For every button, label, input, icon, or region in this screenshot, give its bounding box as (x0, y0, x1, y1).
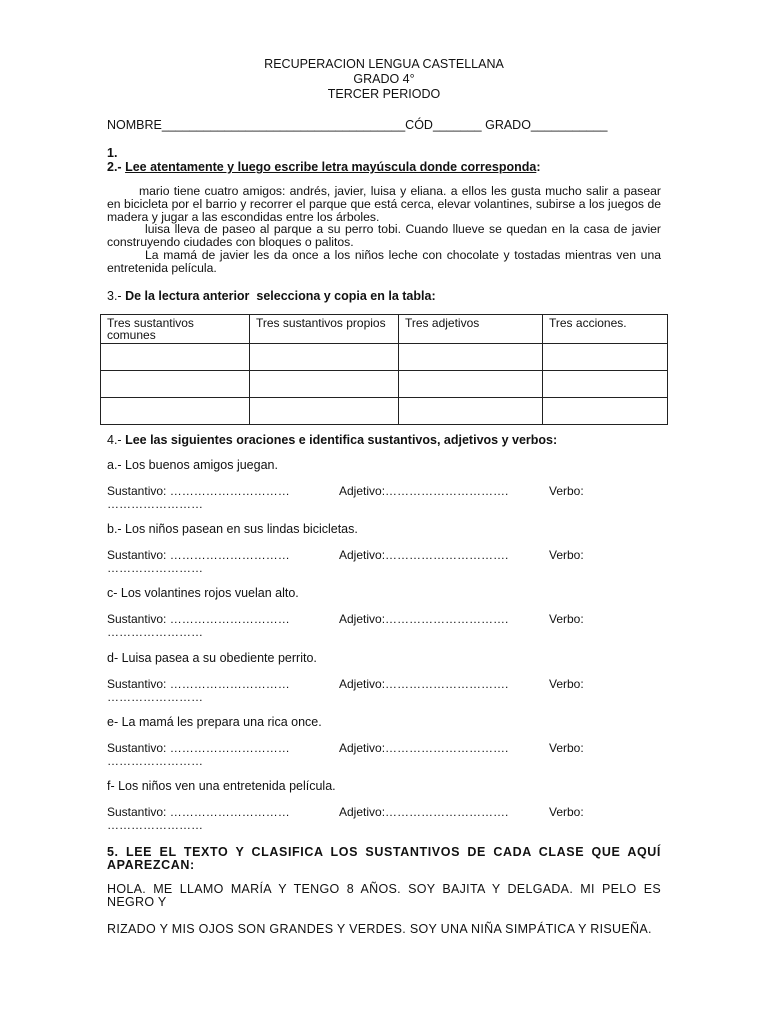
title-line-2: GRADO 4° (353, 72, 415, 86)
reading-text-1: mario tiene cuatro amigos: andrés, javier, luisa y eliana. a ellos les gusta mucho salir a pasear en bicicleta por el barrio y recorrer el parque que está cerca, elevar volantines, subirse a los juegos de madera y jugar a las escondidas entre los árboles. (107, 184, 661, 224)
sentence-e: e- La mamá les prepara una rica once. (107, 715, 322, 729)
sustantivo-field[interactable]: Sustantivo: ………………………… (107, 484, 290, 498)
adjetivo-field[interactable]: Adjetivo:…………………………. (339, 741, 509, 755)
verbo-field[interactable]: …………………… (107, 625, 203, 639)
sentence-f: f- Los niños ven una entretenida película. (107, 779, 336, 793)
student-info-line: NOMBRE___________________________________CÓD_______ GRADO___________ (107, 118, 608, 132)
item-2-number: 2.- (107, 160, 126, 174)
table-cell[interactable] (101, 398, 250, 425)
item-3-text: De la lectura anterior selecciona y copia en la tabla: (125, 289, 436, 303)
table-cell[interactable] (399, 344, 543, 371)
sentence-c: c- Los volantines rojos vuelan alto. (107, 586, 299, 600)
table-cell[interactable] (250, 344, 399, 371)
table-row (101, 371, 668, 398)
sentence-b: b.- Los niños pasean en sus lindas bicicletas. (107, 522, 358, 536)
table-header-cell: Tres sustantivos propios (250, 315, 399, 344)
adjetivo-field[interactable]: Adjetivo:…………………………. (339, 805, 509, 819)
verbo-label: Verbo: (549, 484, 584, 498)
answer-table (100, 314, 668, 425)
table-cell[interactable] (543, 398, 668, 425)
verbo-field[interactable]: …………………… (107, 818, 203, 832)
verbo-field[interactable]: …………………… (107, 561, 203, 575)
item-2-instruction (107, 160, 540, 174)
sentence-a: a.- Los buenos amigos juegan. (107, 458, 278, 472)
adjetivo-field[interactable]: Adjetivo:…………………………. (339, 484, 509, 498)
table-row (101, 344, 668, 371)
title-line-3: TERCER PERIODO (327, 87, 441, 101)
table-cell[interactable] (101, 344, 250, 371)
table-cell[interactable] (543, 371, 668, 398)
verbo-field[interactable]: …………………… (107, 497, 203, 511)
adjetivo-field[interactable]: Adjetivo:…………………………. (339, 548, 509, 562)
table-cell[interactable] (101, 371, 250, 398)
verbo-field[interactable]: …………………… (107, 690, 203, 704)
reading-text-2: luisa lleva de paseo al parque a su perro tobi. Cuando llueve se quedan en la casa de javier construyendo ciudades con bloques o palitos. (107, 222, 661, 249)
reading-paragraph-1 (107, 185, 661, 223)
adjetivo-field[interactable]: Adjetivo:…………………………. (339, 612, 509, 626)
table-header-cell: Tres sustantivos comunes (101, 315, 250, 344)
adjetivo-field[interactable]: Adjetivo:…………………………. (339, 677, 509, 691)
sustantivo-field[interactable]: Sustantivo: ………………………… (107, 677, 290, 691)
table-cell[interactable] (250, 371, 399, 398)
item-5-instruction: 5. LEE EL TEXTO Y CLASIFICA LOS SUSTANTIVOS DE CADA CLASE QUE AQUÍ APAREZCAN: (107, 845, 661, 872)
sustantivo-field[interactable]: Sustantivo: ………………………… (107, 741, 290, 755)
item-3-number: 3.- (107, 289, 126, 303)
item-4-number: 4.- (107, 433, 126, 447)
table-cell[interactable] (399, 398, 543, 425)
verbo-label: Verbo: (549, 741, 584, 755)
reading-paragraph-2 (107, 223, 661, 249)
sentence-d: d- Luisa pasea a su obediente perrito. (107, 651, 317, 665)
table-cell[interactable] (543, 344, 668, 371)
table-cell[interactable] (399, 371, 543, 398)
sustantivo-field[interactable]: Sustantivo: ………………………… (107, 612, 290, 626)
table-header-cell: Tres acciones. (543, 315, 668, 344)
table-header-cell: Tres adjetivos (399, 315, 543, 344)
text-5-paragraph-2: RIZADO Y MIS OJOS SON GRANDES Y VERDES. SOY UNA NIÑA SIMPÁTICA Y RISUEÑA. (107, 922, 652, 936)
reading-text-3: La mamá de javier les da once a los niños leche con chocolate y tostadas mientras ven una entretenida película. (107, 248, 661, 275)
verbo-label: Verbo: (549, 612, 584, 626)
verbo-label: Verbo: (549, 677, 584, 691)
table-row (101, 398, 668, 425)
reading-paragraph-3 (107, 249, 661, 275)
item-1: 1. (107, 146, 118, 160)
verbo-field[interactable]: …………………… (107, 754, 203, 768)
sustantivo-field[interactable]: Sustantivo: ………………………… (107, 548, 290, 562)
item-3-instruction (107, 289, 436, 303)
item-4-instruction (107, 433, 557, 447)
verbo-label: Verbo: (549, 805, 584, 819)
item-2-colon: : (536, 160, 541, 174)
table-cell[interactable] (250, 398, 399, 425)
title-line-1: RECUPERACION LENGUA CASTELLANA (264, 57, 504, 71)
text-5-paragraph-1: HOLA. ME LLAMO MARÍA Y TENGO 8 AÑOS. SOY BAJITA Y DELGADA. MI PELO ES NEGRO Y (107, 882, 661, 909)
verbo-label: Verbo: (549, 548, 584, 562)
sustantivo-field[interactable]: Sustantivo: ………………………… (107, 805, 290, 819)
item-2-text: Lee atentamente y luego escribe letra mayúscula donde corresponda (125, 160, 537, 174)
item-4-text: Lee las siguientes oraciones e identifica sustantivos, adjetivos y verbos: (125, 433, 558, 447)
